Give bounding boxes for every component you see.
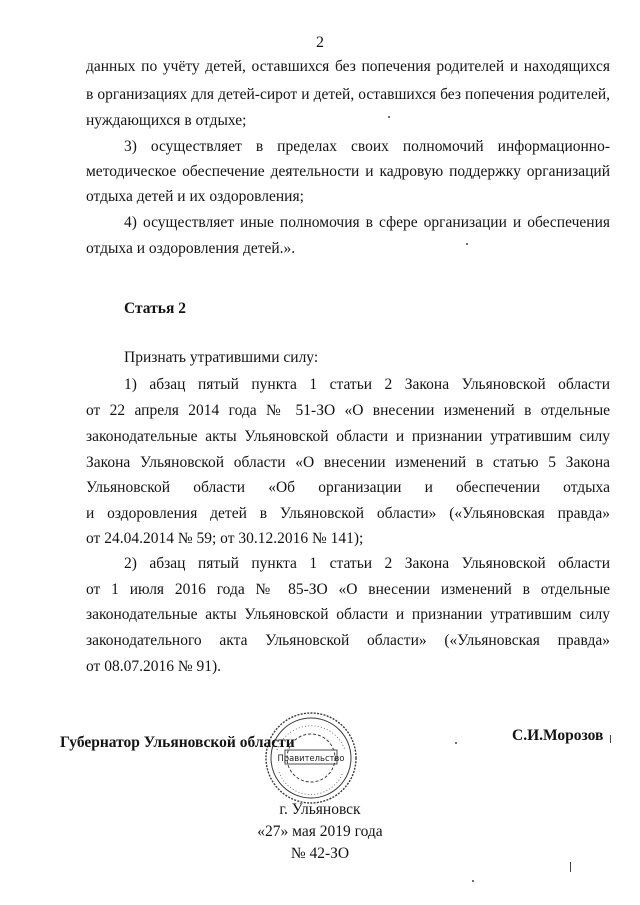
paragraph-line: Закона Ульяновской области «О внесении изменений в статью 5 Закона [86, 454, 610, 471]
signatory-name: С.И.Морозов [512, 727, 604, 744]
seal-text: Правительство [277, 753, 345, 763]
paragraph-line: 3) осуществляет в пределах своих полномочий информационно- [124, 138, 610, 155]
page-number: 2 [316, 34, 324, 51]
paragraph-line: от 22 апреля 2014 года № 51-ЗО «О внесении изменений в отдельные [86, 402, 610, 419]
paragraph-line: 4) осуществляет иные полномочия в сфере организации и обеспечения [124, 214, 610, 231]
scan-speck [455, 742, 457, 744]
footer-date: «27» мая 2019 года [257, 823, 383, 840]
scan-speck [466, 243, 468, 245]
paragraph-line: законодательные акты Ульяновской области и признании утратившим силу [86, 606, 610, 623]
paragraph-line: методическое обеспечение деятельности и кадровую поддержку организаций [86, 163, 610, 180]
paragraph-line: законодательные акты Ульяновской области и признании утратившим силу [86, 428, 610, 445]
paragraph-line: и оздоровления детей в Ульяновской области» («Ульяновская правда» [86, 505, 610, 522]
paragraph-line: от 24.04.2014 № 59; от 30.12.2016 № 141); [86, 530, 364, 547]
scan-speck [388, 116, 390, 118]
paragraph-line: от 1 июля 2016 года № 85-ЗО «О внесении изменений в отдельные [86, 581, 610, 598]
scan-speck [472, 880, 474, 882]
paragraph-line: отдыха детей и их оздоровления; [86, 188, 304, 205]
footer-city: г. Ульяновск [279, 801, 361, 818]
paragraph-line: 1) абзац пятый пункта 1 статьи 2 Закона Ульяновской области [124, 376, 610, 393]
paragraph-line: Признать утратившими силу: [124, 349, 319, 366]
scan-speck [610, 735, 611, 743]
paragraph-line: данных по учёту детей, оставшихся без попечения родителей и находящихся [86, 58, 610, 75]
official-seal-stamp [263, 710, 359, 806]
scan-speck [570, 862, 571, 872]
footer-law-number: № 42-ЗО [290, 845, 350, 862]
paragraph-line: в организациях для детей-сирот и детей, оставшихся без попечения родителей, [86, 86, 610, 103]
paragraph-line: отдыха и оздоровления детей.». [86, 240, 296, 257]
paragraph-line: нуждающихся в отдыхе; [86, 112, 247, 129]
governor-title: Губернатор Ульяновской области [60, 734, 295, 751]
paragraph-line: 2) абзац пятый пункта 1 статьи 2 Закона Ульяновской области [124, 555, 610, 572]
article-heading: Статья 2 [124, 300, 186, 317]
paragraph-line: законодательного акта Ульяновской области» («Ульяновская правда» [86, 632, 610, 649]
paragraph-line: Ульяновской области «Об организации и обеспечении отдыха [86, 479, 610, 496]
paragraph-line: от 08.07.2016 № 91). [86, 658, 222, 675]
